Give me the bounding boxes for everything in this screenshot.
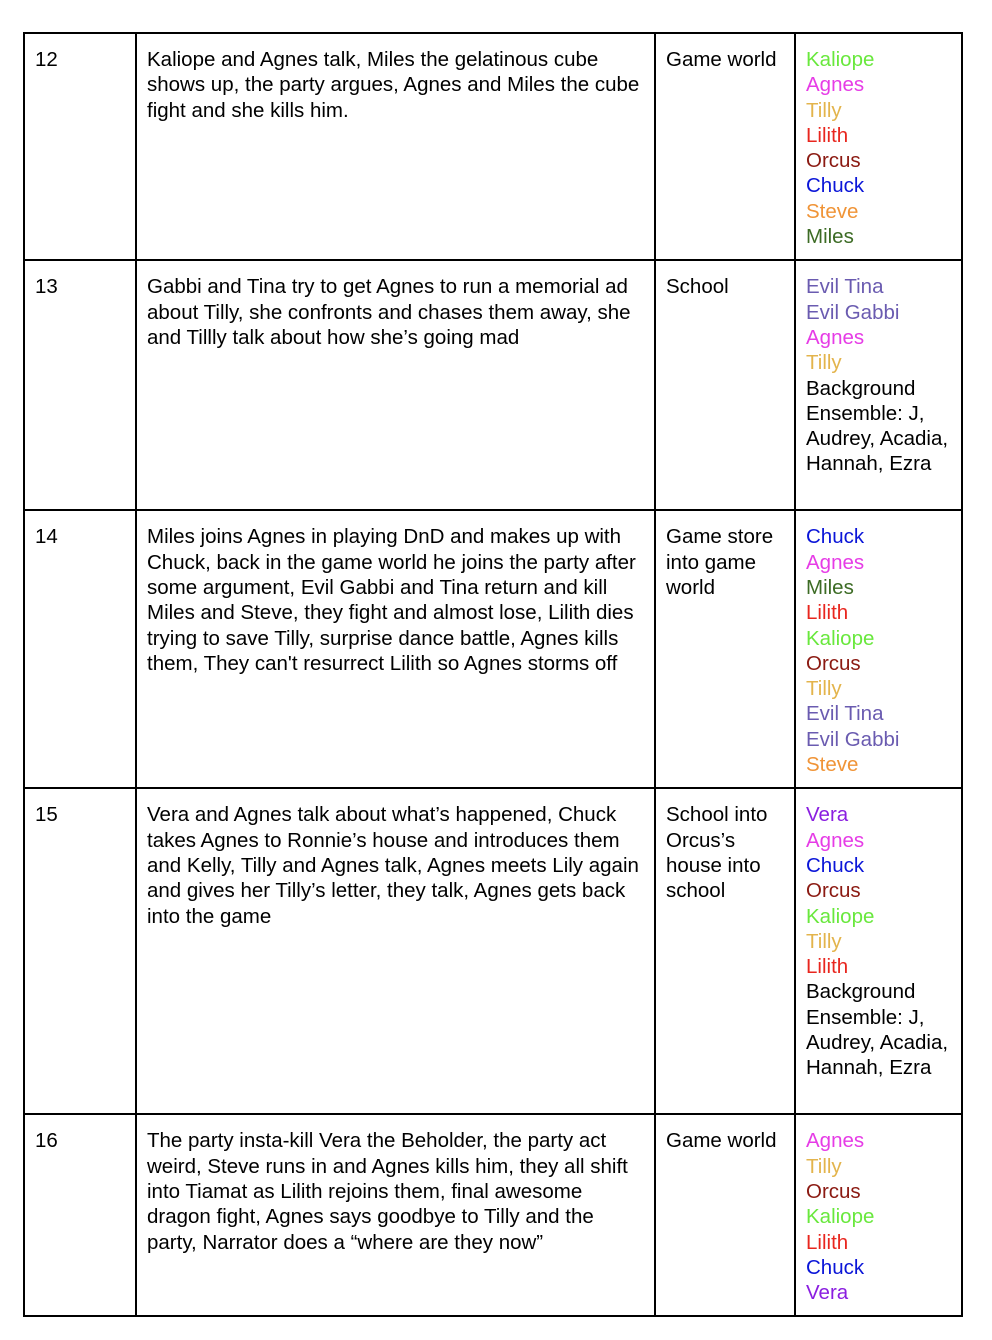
character-name: Agnes xyxy=(806,828,865,852)
scene-description: Vera and Agnes talk about what’s happened, Chuck takes Agnes to Ronnie’s house and introduces them and Kelly, Tilly and Agnes talk, Agnes meets Lily again and gives her Tilly’s letter, they talk, Agnes gets back into the game xyxy=(147,803,639,928)
scene-description: The party insta-kill Vera the Beholder, the party act weird, Steve runs in and Agnes kills him, they all shift into Tiamat as Lilith rejoins them, final awesome dragon fight, Agnes says goodbye to Tilly and the party, Narrator does a “where are they now” xyxy=(147,1129,628,1254)
scene-location-cell xyxy=(655,788,795,1114)
character-name: Agnes xyxy=(806,325,865,349)
scene-number-cell xyxy=(24,33,136,260)
scene-description: Gabbi and Tina try to get Agnes to run a memorial ad about Tilly, she confronts and chases them away, she and Tillly talk about how she’s going mad xyxy=(147,275,631,349)
character-name: Agnes xyxy=(806,73,865,97)
character-name: Evil Tina xyxy=(806,275,884,299)
character-name: Vera xyxy=(806,803,849,827)
scene-location-cell xyxy=(655,1114,795,1316)
scene-location: School xyxy=(666,275,729,299)
scene-number: 13 xyxy=(35,275,58,299)
character-name: Vera xyxy=(806,1281,849,1305)
character-name: Miles xyxy=(806,225,854,249)
scene-description-cell xyxy=(136,510,655,788)
character-name: Tilly xyxy=(806,1154,842,1178)
character-name: Steve xyxy=(806,199,859,223)
scene-characters-cell xyxy=(795,510,962,788)
scene-description-cell xyxy=(136,1114,655,1316)
scene-table-body xyxy=(24,33,962,1316)
scene-table xyxy=(23,32,963,1317)
character-name: Lilith xyxy=(806,601,849,625)
table-row xyxy=(24,1114,962,1316)
character-name: Tilly xyxy=(806,351,842,375)
character-name: Chuck xyxy=(806,853,865,877)
scene-characters-cell xyxy=(795,788,962,1114)
scene-number-cell xyxy=(24,260,136,510)
scene-characters-cell xyxy=(795,33,962,260)
character-name: Kaliope xyxy=(806,48,875,71)
scene-location-cell xyxy=(655,33,795,260)
scene-number: 12 xyxy=(35,48,58,71)
character-name: Tilly xyxy=(806,677,842,701)
character-name: Orcus xyxy=(806,651,861,675)
character-name: Kaliope xyxy=(806,1205,875,1229)
character-name: Evil Tina xyxy=(806,702,884,726)
background-ensemble: Background Ensemble: J, Audrey, Acadia, Hannah, Ezra xyxy=(806,376,949,476)
table-row xyxy=(24,33,962,260)
character-name: Chuck xyxy=(806,525,865,549)
scene-number-cell xyxy=(24,1114,136,1316)
character-name: Orcus xyxy=(806,879,861,903)
scene-number: 14 xyxy=(35,525,58,549)
character-name: Lilith xyxy=(806,955,849,979)
character-name: Tilly xyxy=(806,929,842,953)
scene-description-cell xyxy=(136,33,655,260)
scene-number-cell xyxy=(24,788,136,1114)
character-name: Kaliope xyxy=(806,626,875,650)
scene-description: Kaliope and Agnes talk, Miles the gelatinous cube shows up, the party argues, Agnes and Miles the cube fight and she kills him. xyxy=(147,48,640,122)
character-name: Lilith xyxy=(806,1230,849,1254)
scene-location-cell xyxy=(655,260,795,510)
table-row xyxy=(24,260,962,510)
character-name: Evil Gabbi xyxy=(806,727,900,751)
character-name: Orcus xyxy=(806,149,861,173)
scene-location: School into Orcus’s house into school xyxy=(666,803,768,903)
scene-number: 16 xyxy=(35,1129,58,1153)
character-name: Miles xyxy=(806,575,854,599)
scene-location-cell xyxy=(655,510,795,788)
character-name: Agnes xyxy=(806,550,865,574)
table-row xyxy=(24,788,962,1114)
scene-number: 15 xyxy=(35,803,58,827)
scene-location: Game world xyxy=(666,1129,777,1153)
background-ensemble: Background Ensemble: J, Audrey, Acadia, Hannah, Ezra xyxy=(806,980,949,1080)
scene-description-cell xyxy=(136,788,655,1114)
scene-description: Miles joins Agnes in playing DnD and makes up with Chuck, back in the game world he joins the party after some argument, Evil Gabbi and Tina return and kill Miles and Steve, they fight and almost lose, Lilith dies trying to save Tilly, surprise dance battle, Agnes kills them, They can't resurrect Lilith so Agnes storms off xyxy=(147,525,636,675)
scene-characters-cell xyxy=(795,1114,962,1316)
character-name: Steve xyxy=(806,753,859,777)
table-row xyxy=(24,510,962,788)
scene-description-cell xyxy=(136,260,655,510)
scene-location: Game store into game world xyxy=(666,525,774,599)
character-name: Agnes xyxy=(806,1129,865,1153)
character-name: Evil Gabbi xyxy=(806,300,900,324)
character-name: Orcus xyxy=(806,1179,861,1203)
scene-location: Game world xyxy=(666,48,777,71)
character-name: Chuck xyxy=(806,174,865,198)
character-name: Chuck xyxy=(806,1255,865,1279)
character-name: Kaliope xyxy=(806,904,875,928)
scene-number-cell xyxy=(24,510,136,788)
scene-characters-cell xyxy=(795,260,962,510)
character-name: Lilith xyxy=(806,123,849,147)
character-name: Tilly xyxy=(806,98,842,122)
